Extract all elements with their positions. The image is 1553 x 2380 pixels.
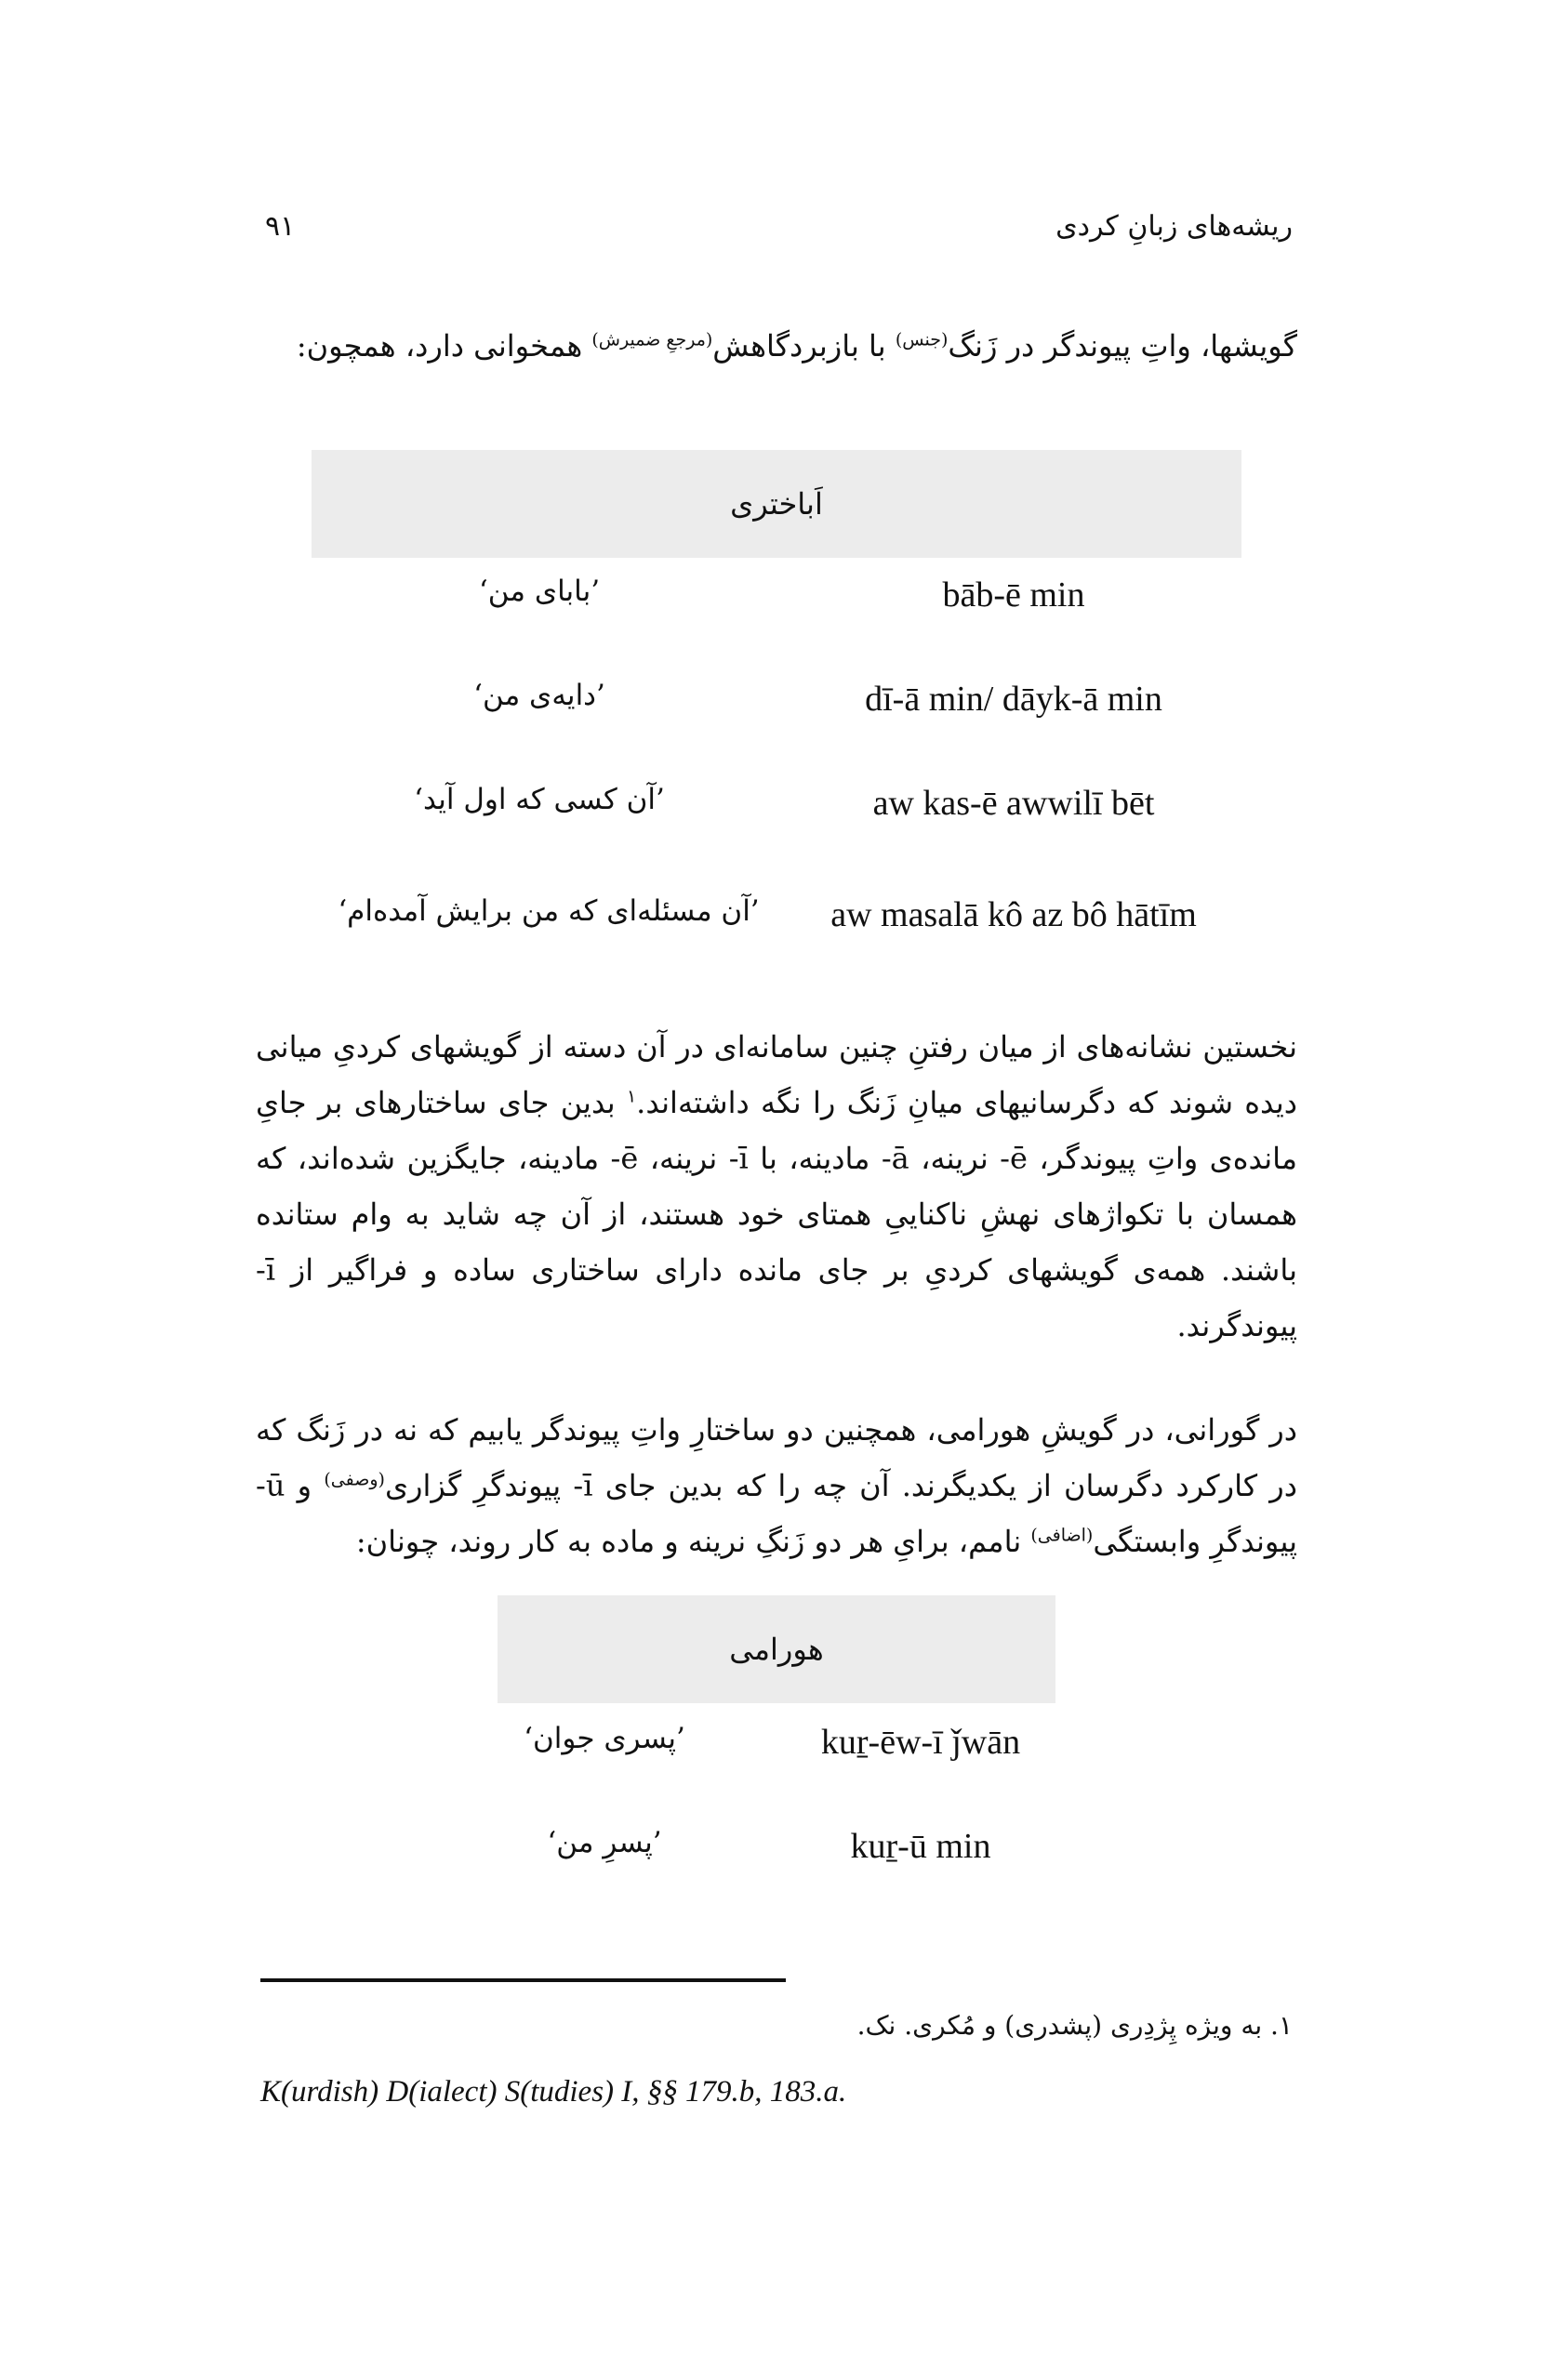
footnote-marker: ۱: [626, 1086, 637, 1107]
table1-gloss: ’بابای من‘: [478, 575, 601, 608]
paragraph-text: بدین جای ساختارهای بر جایِ مانده‌ی واتِ پیوندگر، ē- نرینه، ā- مادینه، با ī- نرینه، ē- مادینه، جایگزین شده‌اند، که همسان با تکواژهای نهشِ ناکناییِ همتای خود هستند، از آن چه شاید به وام ستانده باشند. همه‌ی گویشهای کردیِ بر جای مانده دارای ساختاری ساده و فراگیر از ī- پیوندگرند.: [256, 1085, 1298, 1343]
table1-translit: dī-ā min/ dāyk-ā min: [865, 680, 1162, 719]
table1-row: [0, 679, 1553, 734]
intro-superscript-1: (جنس): [895, 329, 949, 350]
table1-gloss: ’دایه‌ی من‘: [473, 679, 605, 712]
table1-translit: aw masalā kô az bô hātīm: [830, 895, 1197, 934]
paragraph-text: در گورانی، در گویشِ هورامی، همچنین دو ساختارِ واتِ پیوندگر یابیم که نه در زَنگ که در کارکرد دگرسان از یکدیگرند. آن چه را که بدین جای ī- پیوندگرِ گزاری: [256, 1412, 1298, 1503]
paragraph-text: و ū- پیوندگرِ وابستگی: [256, 1468, 1297, 1559]
table1-row: [0, 575, 1553, 630]
table2-row: [0, 1826, 1553, 1882]
table1-heading: اَباختری: [312, 450, 1241, 558]
body-paragraph: [256, 1402, 1297, 1569]
table2-row: [0, 1722, 1553, 1778]
body-paragraph: [256, 1019, 1297, 1354]
table2-heading: هورامی: [498, 1595, 1055, 1703]
table1-translit: bāb-ē min: [942, 575, 1085, 615]
footnote-text: ۱. به ویژه پِژدِری (پشدری) و مُکری. نک.: [856, 2010, 1293, 2041]
table1-row: [0, 783, 1553, 839]
page-number: ۹۱: [265, 210, 296, 243]
intro-text-3: همخوانی دارد، همچون:: [296, 328, 592, 364]
table1-translit: aw kas-ē awwilī bēt: [872, 784, 1155, 823]
table2-gloss: ’پسرِ من‘: [547, 1826, 662, 1859]
intro-text-1: گویشها، واتِ پیوندگر در زَنگ: [948, 328, 1297, 364]
table2-translit: kuṟ-ēw-ī ǰwān: [820, 1723, 1021, 1762]
paragraph-text: نامم، برایِ هر دو زَنگِ نرینه و ماده به کار روند، چونان:: [355, 1524, 1031, 1559]
footnote-reference: K(urdish) D(ialect) S(tudies) I, §§ 179.b, 183.a.: [260, 2075, 847, 2109]
table2-translit: kuṟ-ū min: [850, 1827, 991, 1866]
table1-gloss: ’آن کسی که اول آید‘: [414, 783, 665, 816]
table1-row: [0, 894, 1553, 950]
paragraph-text: نخستین نشانه‌های از میان رفتنِ چنین سامانه‌ای در آن دسته از گویشهای کردیِ میانی دیده شوند که دگرسانیهای میانِ زَنگ را نگه داشته‌اند.: [256, 1029, 1298, 1120]
intro-paragraph: [256, 318, 1297, 374]
intro-superscript-2: (مرجعِ ضمیرش): [591, 329, 713, 350]
footnote-divider: [260, 1978, 786, 1982]
running-title: ریشه‌های زبانِ کردی: [1055, 210, 1293, 243]
paragraph-superscript: (وصفی): [324, 1469, 385, 1490]
paragraph-superscript: (اضافی): [1030, 1525, 1094, 1546]
table1-gloss: ’آن مسئله‌ای که من برایش آمده‌ام‘: [338, 894, 760, 928]
table2-gloss: ’پسری جوان‘: [524, 1722, 685, 1755]
intro-text-2: با بازبردگاهش: [712, 328, 896, 364]
